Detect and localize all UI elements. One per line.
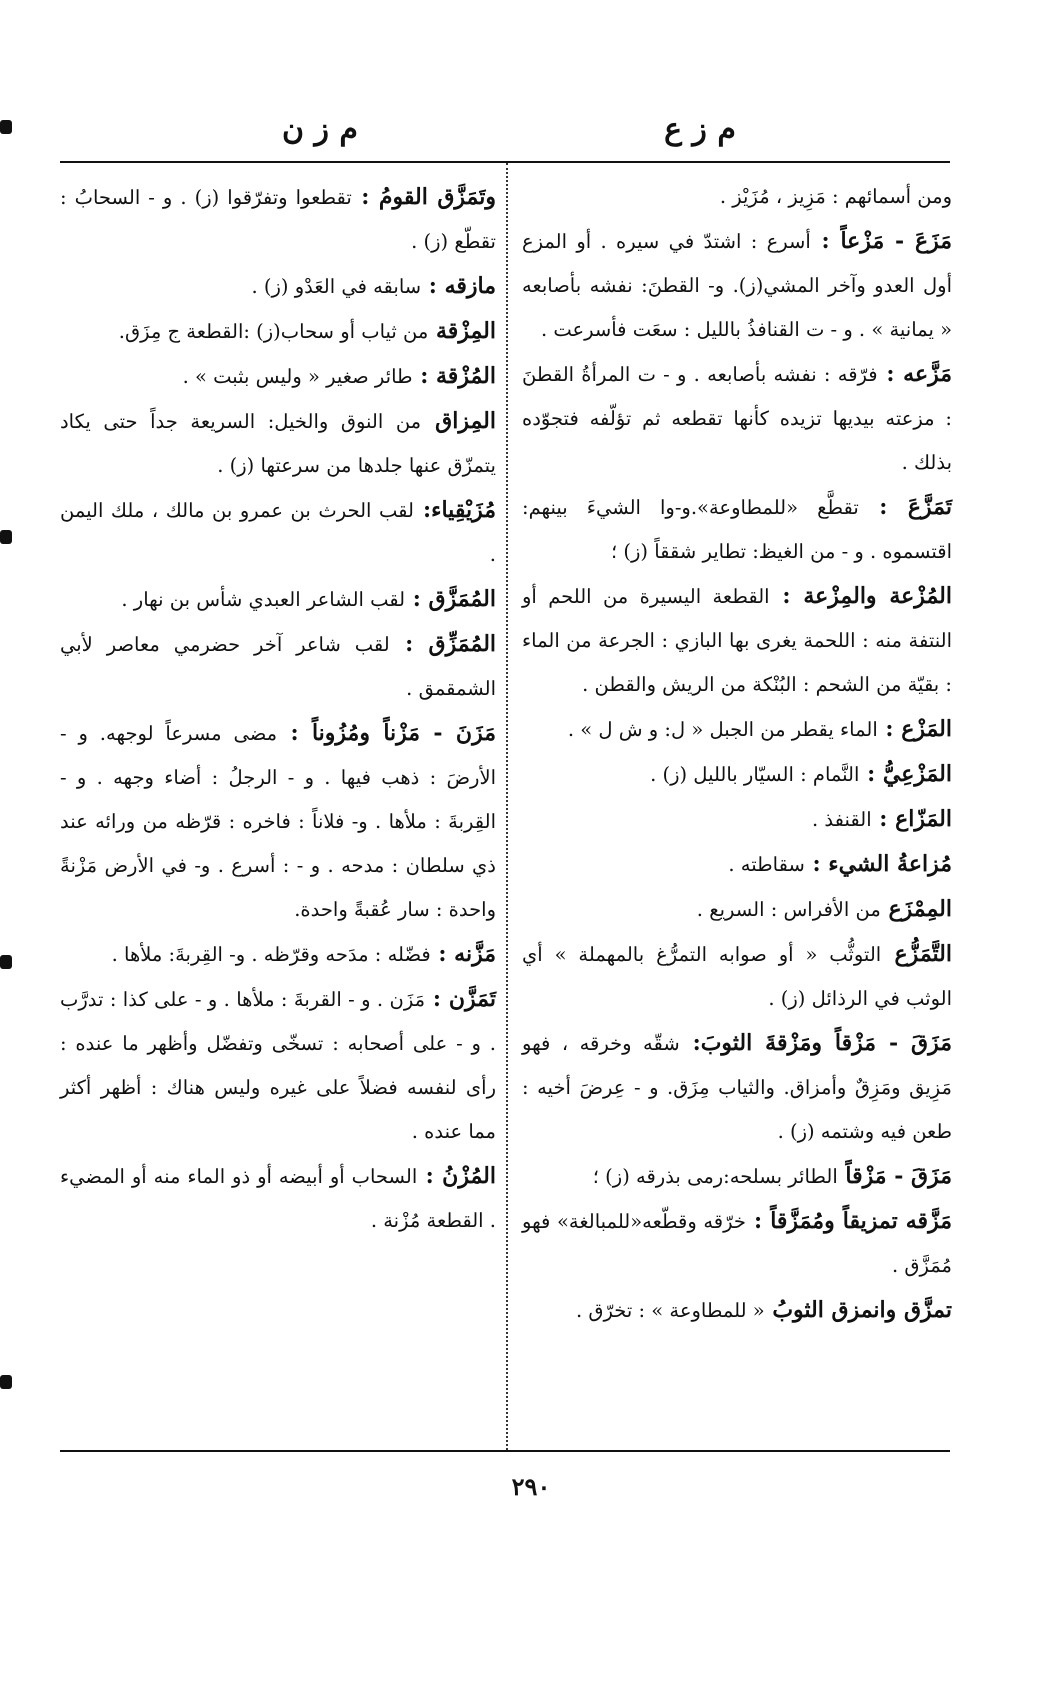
entry-definition: السحاب أو أبيضه أو ذو الماء منه أو المضيء . القطعة مُزْنة . — [60, 1165, 496, 1232]
entry-headword: مَزَّقه تمزيقاً ومُمَزَّقاً : — [745, 1208, 952, 1234]
entry-headword: مَزَنَ - مَزْناً ومُزُوناً : — [277, 720, 496, 746]
entry-headword: مَزَّعه : — [877, 361, 952, 387]
dictionary-entry — [60, 175, 496, 264]
entry-headword: المِزْقة — [428, 318, 496, 344]
dictionary-entry — [522, 175, 952, 219]
entry-headword: مُزَيْقِياء: — [413, 497, 496, 523]
entry-headword: مازقه : — [421, 273, 496, 299]
entry-definition: النَّمام : السيّار بالليل (ز) . — [650, 763, 860, 786]
dictionary-entry — [60, 309, 496, 354]
dictionary-entry — [522, 219, 952, 352]
dictionary-entry — [60, 577, 496, 622]
entry-headword: المِمْزَع — [880, 896, 952, 922]
entry-definition: القنفذ . — [812, 808, 872, 831]
dictionary-entry — [60, 711, 496, 932]
dictionary-entry — [60, 354, 496, 399]
entry-headword: وتَمَزَّق القومُ : — [351, 184, 497, 210]
dictionary-entry — [60, 264, 496, 309]
dictionary-entry — [522, 352, 952, 485]
entry-headword: المِزاق — [421, 408, 496, 434]
dictionary-entry — [60, 399, 496, 488]
entry-definition: سقاطته . — [728, 853, 805, 876]
entry-headword: مَزَّنه : — [430, 941, 496, 967]
right-column — [522, 175, 952, 1333]
entry-definition: « للمطاوعة » : تخرّق . — [576, 1299, 765, 1322]
dictionary-entry — [522, 1021, 952, 1154]
dictionary-entry — [60, 622, 496, 711]
entry-headword: تَمَزَّن : — [425, 986, 497, 1012]
entry-headword: تَمَزَّعَ : — [858, 494, 953, 520]
dictionary-entry — [60, 977, 496, 1154]
entry-definition: من النوق والخيل: السريعة جداً حتى يكاد يتمزّق عنها جلدها من سرعتها (ز) . — [60, 410, 496, 477]
entry-definition: سابقه في العَدْو (ز) . — [251, 275, 422, 298]
entry-headword: المُزْعة والمِزْعة : — [769, 583, 952, 609]
dictionary-entry — [522, 1154, 952, 1199]
dictionary-entry — [522, 485, 952, 574]
margin-mark — [0, 955, 12, 969]
dictionary-entry — [522, 797, 952, 842]
entry-headword: المُزْنُ : — [417, 1163, 496, 1189]
entry-definition: لقب الشاعر العبدي شأس بن نهار . — [121, 588, 406, 611]
entry-headword: المُزْقة : — [412, 363, 496, 389]
entry-headword: تمزَّق وانمزق الثوبُ — [764, 1297, 952, 1323]
dictionary-entry — [522, 752, 952, 797]
entry-definition: أسرع : اشتدّ في سيره . أو المزع أول العدو وآخر المشي(ز). و- القطنَ: نفشه بأصابعه « يمانية » . و - ت القنافذُ بالليل : سعَت فأسرعت . — [522, 230, 952, 341]
entry-definition: تقطعوا وتفرّقوا (ز) . و - السحابُ : تقطّع (ز) . — [60, 186, 496, 253]
entry-definition: ومن أسمائهم : مَزِيز ، مُزَيْز . — [719, 185, 952, 208]
entry-definition: مَزَن . و - القربةَ : ملأها . و - على كذا : تدرَّب . و - على أصحابه : تسخّى وتفضّل وأظهر ما عنده : رأى لنفسه فضلاً على غيره وليس هناك : أظهر أكثر مما عنده . — [60, 988, 496, 1143]
entry-headword: المَزْع : — [877, 716, 952, 742]
dictionary-entry — [522, 1199, 952, 1288]
dictionary-entry — [522, 574, 952, 707]
running-head-left: م ز ن — [282, 112, 358, 147]
entry-definition: طائر صغير « وليس بثبت » . — [182, 365, 413, 388]
column-divider — [506, 163, 508, 1450]
entry-definition: التوثُّب « أو صوابه التمرُّغ بالمهملة » أي الوثب في الرذائل (ز) . — [522, 943, 952, 1010]
entry-definition: من الأفراس : السريع . — [696, 898, 881, 921]
entry-definition: خرّقه وقطّعه«للمبالغة» فهو مُمَزَّق . — [522, 1210, 952, 1277]
entry-headword: المَزْعِيُّ : — [859, 761, 952, 787]
dictionary-entry — [60, 488, 496, 577]
entry-headword: المَزّاع : — [871, 806, 952, 832]
entry-definition: الماء يقطر من الجبل « ل: و ش ل » . — [567, 718, 878, 741]
top-rule — [60, 161, 950, 163]
bottom-rule — [60, 1450, 950, 1452]
dictionary-entry — [522, 887, 952, 932]
entry-headword: المُمَزَّق : — [405, 586, 496, 612]
entry-definition: فضّله : مدَحه وقرّظه . و- القِربةَ: ملأها . — [111, 943, 431, 966]
entry-definition: فرّقه : نفشه بأصابعه . و - ت المرأةُ القطنَ : مزعته بيديها تزيده كأنها تقطعه ثم تؤلّفه فتجوّده بذلك . — [522, 363, 952, 474]
entry-definition: شقّه وخرقه ، فهو مَزِيق ومَزِقٌ وأمزاق. والثياب مِزَق. و - عِرضَ أخيه : طعن فيه وشتمه (ز) . — [522, 1032, 952, 1143]
entry-definition: تقطَّع «للمطاوعة».و-وا الشيءَ بينهم: اقتسموه . و - من الغيظ: تطاير شققاً (ز) ؛ — [522, 496, 952, 563]
margin-mark — [0, 530, 12, 544]
entry-definition: لقب الحرث بن عمرو بن مالك ، ملك اليمن . — [60, 499, 496, 566]
entry-definition: من ثياب أو سحاب(ز) :القطعة ج مِزَق. — [118, 320, 429, 343]
entry-headword: مَزَعَ - مَزْعاً : — [810, 228, 952, 254]
entry-headword: مَزَقَ - مَزْقاً — [837, 1163, 952, 1189]
margin-mark — [0, 1375, 12, 1389]
dictionary-entry — [60, 1154, 496, 1243]
dictionary-entry — [522, 842, 952, 887]
entry-definition: مضى مسرعاً لوجهه. و - الأرضَ : ذهب فيها . و - الرجلُ : أضاء وجهه . و - القِربةَ : ملأها . و- فلاناً : فاخره : قرّظه من ورائه عند ذي سلطان : مدحه . و - : أسرع . و- في الأرض مَزْنةً واحدة : سار عُقبةً واحدة. — [60, 722, 496, 921]
entry-headword: المُمَزِّق : — [389, 631, 497, 657]
margin-mark — [0, 120, 12, 134]
entry-definition: الطائر بسلحه:رمى بذرقه (ز) ؛ — [592, 1165, 838, 1188]
page-number: ٢٩٠ — [511, 1472, 551, 1501]
entry-definition: القطعة اليسيرة من اللحم أو النتفة منه : اللحمة يغرى بها البازي : الجرعة من الماء : بقيّة من الشحم : البُنْكة من الريش والقطن . — [522, 585, 952, 696]
entry-headword: التَّمَزُّع — [881, 941, 952, 967]
entry-headword: مَزَقَ - مَزْقاً ومَزْقةَ الثوبَ: — [679, 1030, 952, 1056]
dictionary-entry — [522, 1288, 952, 1333]
dictionary-entry — [522, 932, 952, 1021]
running-head-right: م ز ع — [664, 112, 736, 147]
dictionary-entry — [60, 932, 496, 977]
dictionary-entry — [522, 707, 952, 752]
entry-headword: مُزاعةُ الشيء : — [804, 851, 952, 877]
left-column — [60, 175, 496, 1243]
entry-definition: لقب شاعر آخر حضرمي معاصر لأبي الشمقمق . — [60, 633, 496, 700]
